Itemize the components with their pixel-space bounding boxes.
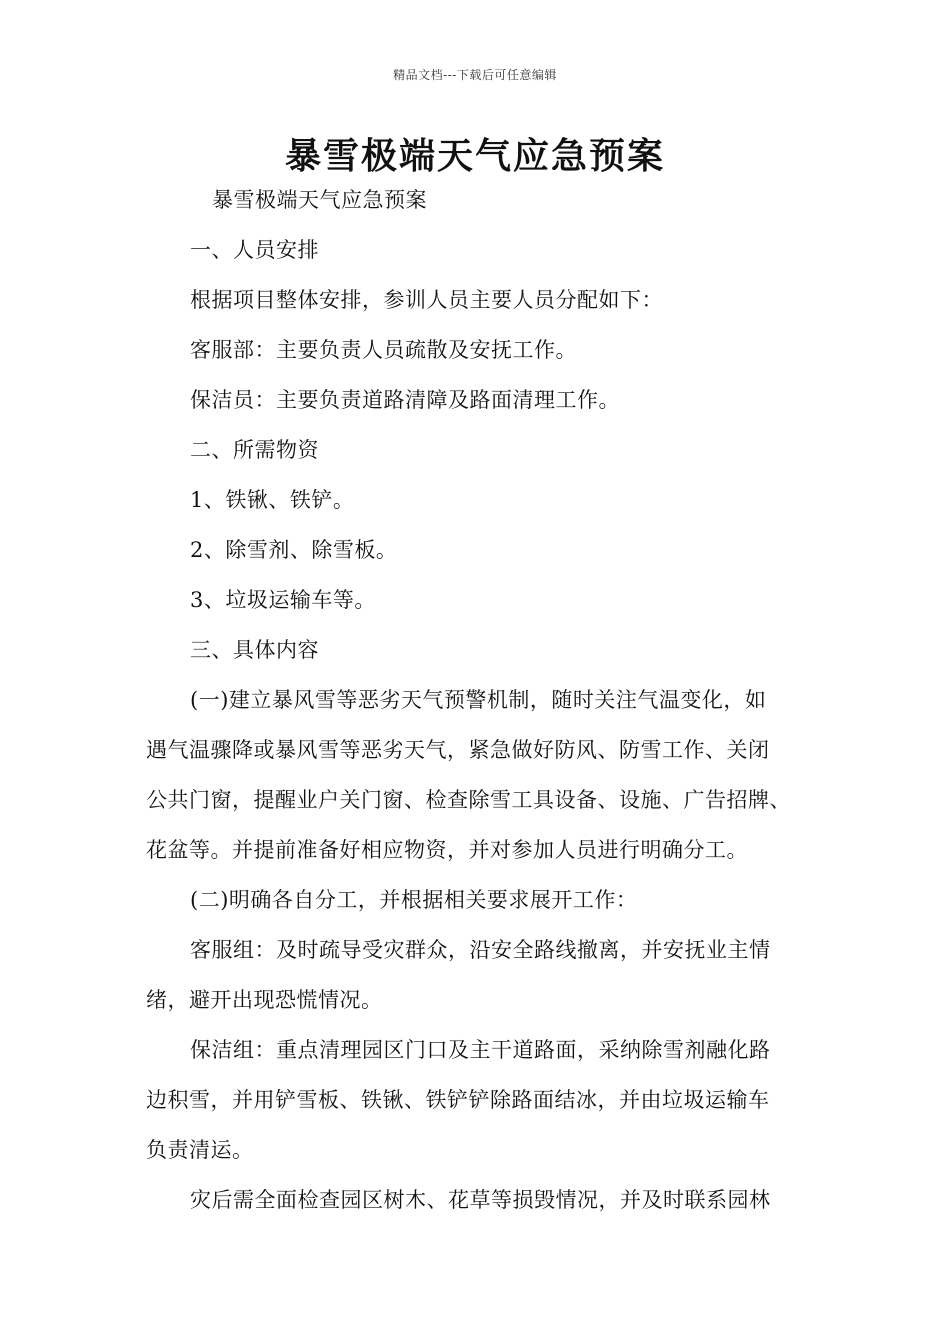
paragraph-line: 根据项目整体安排，参训人员主要人员分配如下： [190, 288, 663, 312]
section-heading: 二、所需物资 [190, 438, 319, 462]
paragraph-line: 客服组：及时疏导受灾群众，沿安全路线撤离，并安抚业主情 [190, 938, 771, 962]
subtitle: 暴雪极端天气应急预案 [212, 188, 427, 212]
paragraph-line: 灾后需全面检查园区树木、花草等损毁情况，并及时联系园林 [190, 1188, 771, 1212]
section-heading: 一、人员安排 [190, 238, 319, 262]
header-note: 精品文档---下载后可任意编辑 [393, 68, 557, 82]
section-heading: 三、具体内容 [190, 638, 319, 662]
paragraph-line: 遇气温骤降或暴风雪等恶劣天气，紧急做好防风、防雪工作、关闭 [146, 738, 770, 762]
paragraph-line: 保洁员：主要负责道路清障及路面清理工作。 [190, 388, 620, 412]
paragraph-line: 公共门窗，提醒业户关门窗、检查除雪工具设备、设施、广告招牌、 [146, 788, 791, 812]
list-item: 3、垃圾运输车等。 [190, 588, 376, 612]
paragraph-line: (二)明确各自分工，并根据相关要求展开工作： [190, 888, 638, 912]
paragraph-line: 边积雪，并用铲雪板、铁锹、铁铲铲除路面结冰，并由垃圾运输车 [146, 1088, 770, 1112]
paragraph-line: 绪，避开出现恐慌情况。 [146, 988, 383, 1012]
list-item: 2、除雪剂、除雪板。 [190, 538, 398, 562]
paragraph-line: (一)建立暴风雪等恶劣天气预警机制，随时关注气温变化，如 [190, 688, 767, 712]
paragraph-line: 客服部：主要负责人员疏散及安抚工作。 [190, 338, 577, 362]
paragraph-line: 保洁组：重点清理园区门口及主干道路面，采纳除雪剂融化路 [190, 1038, 771, 1062]
list-item: 1、铁锹、铁铲。 [190, 488, 355, 512]
document-title: 暴雪极端天气应急预案 [284, 135, 665, 177]
paragraph-line: 花盆等。并提前准备好相应物资，并对参加人员进行明确分工。 [146, 838, 748, 862]
paragraph-line: 负责清运。 [146, 1138, 254, 1162]
